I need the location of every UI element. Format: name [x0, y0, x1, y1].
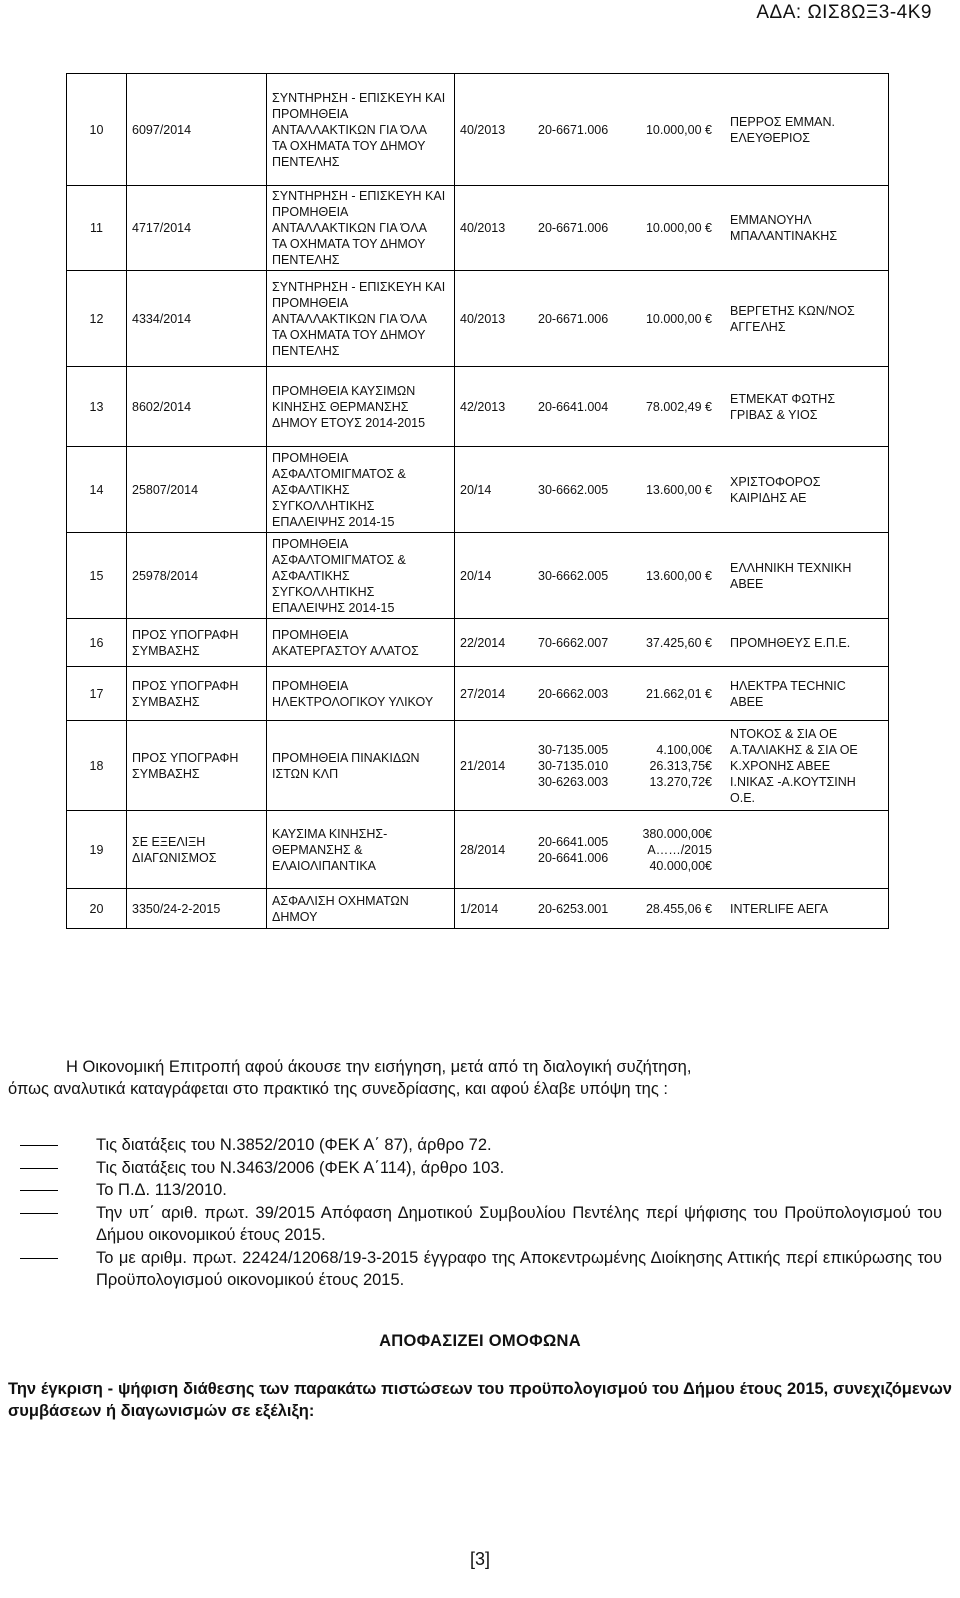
contractor: ΕΜΜΑΝΟΥΗΛ ΜΠΑΛΑΝΤΙΝΑΚΗΣ — [730, 213, 838, 243]
row-number: 17 — [89, 686, 104, 701]
budget-code: 20-6641.004 — [538, 399, 609, 414]
table-row — [67, 667, 889, 721]
row-number: 10 — [89, 122, 104, 137]
table-row — [67, 186, 889, 271]
decision-number: 21/2014 — [460, 758, 506, 773]
approval-text: Την έγκριση - ψήφιση διάθεσης των παρακάτω πιστώσεων του προϋπολογισμού του Δήμου έτους 2015, συνεχιζόμενων συμβάσεων ή διαγωνισμών σε εξέλιξη: — [8, 1380, 952, 1420]
decision-number: 1/2014 — [460, 901, 499, 916]
contractor: ΧΡΙΣΤΟΦΟΡΟΣ ΚΑΙΡΙΔΗΣ ΑΕ — [730, 474, 821, 505]
description: ΠΡΟΜΗΘΕΙΑ ΚΑΥΣΙΜΩΝ ΚΙΝΗΣΗΣ ΘΕΡΜΑΝΣΗΣ ΔΗΜΟΥ ΕΤΟΥΣ 2014-2015 — [272, 383, 426, 430]
table-row — [67, 447, 889, 533]
protocol-number: ΠΡΟΣ ΥΠΟΓΡΑΦΗ ΣΥΜΒΑΣΗΣ — [132, 627, 239, 658]
row-number: 11 — [90, 221, 103, 235]
description: ΠΡΟΜΗΘΕΙΑ ΠΙΝΑΚΙΔΩΝ ΙΣΤΩΝ ΚΛΠ — [272, 750, 420, 781]
description: ΣΥΝΤΗΡΗΣΗ - ΕΠΙΣΚΕΥΗ ΚΑΙ ΠΡΟΜΗΘΕΙΑ ΑΝΤΑΛΛΑΚΤΙΚΩΝ ΓΙΑ ΌΛΑ ΤΑ ΟΧΗΜΑΤΑ ΤΟΥ ΔΗΜΟΥ ΠΕΝΤΕΛΗΣ — [272, 90, 446, 169]
row-number: 20 — [89, 901, 104, 916]
dash-bullet — [20, 1213, 58, 1214]
decision-number: 20/14 — [460, 482, 492, 497]
protocol-number: 4334/2014 — [132, 311, 192, 326]
decision-heading: ΑΠΟΦΑΣΙΖΕΙ ΟΜΟΦΩΝΑ — [379, 1332, 581, 1350]
dash-bullet — [20, 1258, 58, 1259]
description: ΠΡΟΜΗΘΕΙΑ ΗΛΕΚΤΡΟΛΟΓΙΚΟΥ ΥΛΙΚΟΥ — [272, 678, 434, 709]
row-number: 18 — [89, 758, 104, 773]
decision-number: 40/2013 — [460, 311, 506, 326]
amount: 37.425,60 € — [645, 635, 712, 650]
row-number: 13 — [89, 399, 104, 414]
table-row — [67, 619, 889, 667]
table-row — [67, 271, 889, 367]
contractor: ΕΤΜΕΚΑΤ ΦΩΤΗΣ ΓΡΙΒΑΣ & ΥΙΟΣ — [730, 391, 836, 422]
budget-code: 20-6641.005 20-6641.006 — [538, 834, 609, 865]
budget-code: 20-6671.006 — [538, 221, 609, 235]
contractor: ΝΤΟΚΟΣ & ΣΙΑ ΟΕ Α.ΤΑΛΙΑΚΗΣ & ΣΙΑ ΟΕ Κ.ΧΡΟΝΗΣ ΑΒΕΕ Ι.ΝΙΚΑΣ -Α.ΚΟΥΤΣΙΝΗ Ο.Ε. — [730, 726, 858, 805]
description: ΑΣΦΑΛΙΣΗ ΟΧΗΜΑΤΩΝ ΔΗΜΟΥ — [272, 893, 409, 924]
budget-code: 20-6662.003 — [538, 686, 609, 701]
dash-bullet — [20, 1168, 58, 1169]
reference-item: Την υπ΄ αριθ. πρωτ. 39/2015 Απόφαση Δημοτικού Συμβουλίου Πεντέλης περί ψήφισης του Προϋπολογισμού του Δήμου οικονομικού έτους 2015. — [18, 1202, 942, 1247]
budget-code: 30-6662.005 — [538, 482, 609, 497]
contractor: ΗΛΕΚΤΡΑ TECHNIC ΑΒΕΕ — [730, 678, 846, 709]
reference-item: Τις διατάξεις του Ν.3463/2006 (ΦΕΚ Α΄114), άρθρο 103. — [18, 1157, 942, 1180]
intro-paragraph — [8, 1056, 952, 1100]
decision-number: 28/2014 — [460, 842, 506, 857]
row-number: 15 — [89, 568, 104, 583]
amount: 28.455,06 € — [645, 901, 712, 916]
table-row — [67, 367, 889, 447]
protocol-number: ΠΡΟΣ ΥΠΟΓΡΑΦΗ ΣΥΜΒΑΣΗΣ — [132, 750, 239, 781]
decision-number: 22/2014 — [460, 635, 506, 650]
protocol-number: 8602/2014 — [132, 399, 192, 414]
amount: 21.662,01 € — [645, 686, 712, 701]
ada-code: ΑΔΑ: ΩΙΣ8ΩΞ3-4Κ9 — [756, 2, 932, 23]
decision-number: 27/2014 — [460, 686, 506, 701]
budget-code: 20-6671.006 — [538, 311, 609, 326]
references-list — [18, 1134, 942, 1292]
decision-number: 42/2013 — [460, 399, 506, 414]
amount: 13.600,00 € — [645, 568, 712, 583]
contractor: ΠΕΡΡΟΣ ΕΜΜΑΝ. ΕΛΕΥΘΕΡΙΟΣ — [730, 114, 835, 145]
row-number: 12 — [89, 311, 104, 326]
description: ΣΥΝΤΗΡΗΣΗ - ΕΠΙΣΚΕΥΗ ΚΑΙ ΠΡΟΜΗΘΕΙΑ ΑΝΤΑΛΛΑΚΤΙΚΩΝ ΓΙΑ ΌΛΑ ΤΑ ΟΧΗΜΑΤΑ ΤΟΥ ΔΗΜΟΥ ΠΕΝΤΕΛΗΣ — [272, 279, 446, 358]
table-row — [67, 533, 889, 619]
description: ΚΑΥΣΙΜΑ ΚΙΝΗΣΗΣ- ΘΕΡΜΑΝΣΗΣ & ΕΛΑΙΟΛΙΠΑΝΤΙΚΑ — [272, 826, 388, 873]
decision-number: 20/14 — [460, 568, 492, 583]
protocol-number: 6097/2014 — [132, 122, 192, 137]
description: ΠΡΟΜΗΘΕΙΑ ΑΣΦΑΛΤΟΜΙΓΜΑΤΟΣ & ΑΣΦΑΛΤΙΚΗΣ ΣΥΓΚΟΛΛΗΤΙΚΗΣ ΕΠΑΛΕΙΨΗΣ 2014-15 — [272, 536, 406, 615]
contractor: ΠΡΟΜΗΘΕΥΣ Ε.Π.Ε. — [730, 635, 851, 650]
credits-table — [66, 73, 889, 929]
amount: 10.000,00 € — [645, 122, 712, 137]
protocol-number: 25978/2014 — [132, 568, 199, 583]
description: ΣΥΝΤΗΡΗΣΗ - ΕΠΙΣΚΕΥΗ ΚΑΙ ΠΡΟΜΗΘΕΙΑ ΑΝΤΑΛΛΑΚΤΙΚΩΝ ΓΙΑ ΌΛΑ ΤΑ ΟΧΗΜΑΤΑ ΤΟΥ ΔΗΜΟΥ ΠΕΝΤΕΛΗΣ — [272, 189, 446, 267]
dash-bullet — [20, 1190, 58, 1191]
amount: 78.002,49 € — [645, 399, 712, 414]
amount: 380.000,00€ Α……/2015 40.000,00€ — [642, 826, 712, 873]
table-row — [67, 721, 889, 811]
row-number: 14 — [89, 482, 104, 497]
contractor: INTERLIFE ΑΕΓΑ — [730, 901, 829, 916]
reference-item: Το με αριθμ. πρωτ. 22424/12068/19-3-2015 έγγραφο της Αποκεντρωμένης Διοίκησης Αττικής περί επικύρωσης του Προϋπολογισμού οικονομικού έτους 2015. — [18, 1247, 942, 1292]
protocol-number: 25807/2014 — [132, 482, 199, 497]
row-number: 19 — [89, 842, 104, 857]
protocol-number: 3350/24-2-2015 — [132, 901, 221, 916]
protocol-number: 4717/2014 — [132, 221, 192, 235]
budget-code: 30-6662.005 — [538, 568, 609, 583]
budget-code: 70-6662.007 — [538, 635, 609, 650]
description: ΠΡΟΜΗΘΕΙΑ ΑΣΦΑΛΤΟΜΙΓΜΑΤΟΣ & ΑΣΦΑΛΤΙΚΗΣ ΣΥΓΚΟΛΛΗΤΙΚΗΣ ΕΠΑΛΕΙΨΗΣ 2014-15 — [272, 450, 406, 529]
contractor: ΒΕΡΓΕΤΗΣ ΚΩΝ/ΝΟΣ ΑΓΓΕΛΗΣ — [730, 303, 855, 334]
decision-number: 40/2013 — [460, 122, 506, 137]
protocol-number: ΣΕ ΕΞΕΛΙΞΗ ΔΙΑΓΩΝΙΣΜΟΣ — [132, 834, 217, 865]
table-row — [67, 74, 889, 186]
description: ΠΡΟΜΗΘΕΙΑ ΑΚΑΤΕΡΓΑΣΤΟΥ ΑΛΑΤΟΣ — [272, 627, 419, 658]
dash-bullet — [20, 1145, 58, 1146]
contractor: ΕΛΛΗΝΙΚΗ ΤΕΧΝΙΚΗ ΑΒΕΕ — [730, 560, 852, 591]
row-number: 16 — [89, 635, 104, 650]
budget-code: 30-7135.005 30-7135.010 30-6263.003 — [538, 742, 609, 789]
budget-code: 20-6253.001 — [538, 901, 609, 916]
intro-line-2: όπως αναλυτικά καταγράφεται στο πρακτικό της συνεδρίασης, και αφού έλαβε υπόψη της : — [8, 1080, 668, 1098]
table-row — [67, 889, 889, 929]
amount: 4.100,00€ 26.313,75€ 13.270,72€ — [649, 742, 712, 789]
protocol-number: ΠΡΟΣ ΥΠΟΓΡΑΦΗ ΣΥΜΒΑΣΗΣ — [132, 678, 239, 709]
intro-line-1: Η Οικονομική Επιτροπή αφού άκουσε την εισήγηση, μετά από τη διαλογική συζήτηση, — [66, 1058, 692, 1076]
budget-code: 20-6671.006 — [538, 122, 609, 137]
amount: 13.600,00 € — [645, 482, 712, 497]
amount: 10.000,00 € — [645, 311, 712, 326]
decision-number: 40/2013 — [460, 221, 506, 235]
amount: 10.000,00 € — [645, 221, 712, 235]
page-number: [3] — [469, 1549, 490, 1569]
table-row — [67, 811, 889, 889]
reference-item: Το Π.Δ. 113/2010. — [18, 1179, 942, 1202]
reference-item: Τις διατάξεις του Ν.3852/2010 (ΦΕΚ Α΄ 87), άρθρο 72. — [18, 1134, 942, 1157]
